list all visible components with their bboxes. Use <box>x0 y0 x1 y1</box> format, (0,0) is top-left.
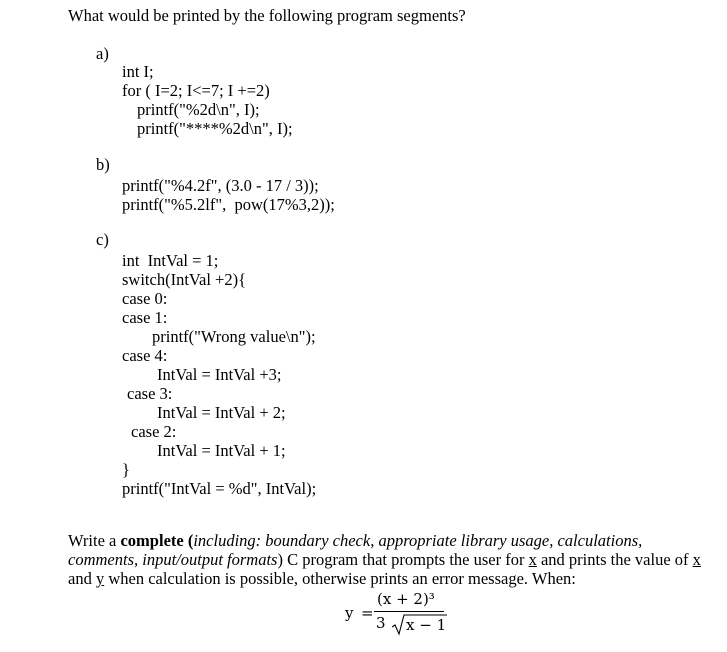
formula-denominator <box>376 614 386 632</box>
code-line: case 1: <box>122 308 168 327</box>
code-line: printf("Wrong value\n"); <box>152 327 316 346</box>
code-line: printf("****%2d\n", I); <box>137 119 293 138</box>
code-line: int IntVal = 1; <box>122 251 219 270</box>
radicand: x − 1 <box>406 616 447 634</box>
square-root-icon <box>392 612 447 638</box>
question-title: What would be printed by the following program segments? <box>68 6 466 25</box>
question-line-1: Write a complete (including: boundary check, appropriate library usage, calculations, <box>68 531 643 550</box>
part-b-label: b) <box>96 155 110 174</box>
formula-lhs: y <box>345 604 354 622</box>
code-line: printf("%4.2f", (3.0 - 17 / 3)); <box>122 176 319 195</box>
part-a-label: a) <box>96 44 109 63</box>
code-line: } <box>122 460 130 479</box>
code-line: for ( I=2; I<=7; I +=2) <box>122 81 270 100</box>
code-line: printf("%2d\n", I); <box>137 100 260 119</box>
part-c-label: c) <box>96 230 109 249</box>
formula-numerator: (x + 2)³ <box>377 590 435 608</box>
code-line: IntVal = IntVal + 1; <box>157 441 286 460</box>
code-line: case 2: <box>131 422 177 441</box>
code-line: switch(IntVal +2){ <box>122 270 246 289</box>
question-line-2: comments, input/output formats) C program that prompts the user for x and prints the value of x <box>68 550 701 569</box>
code-line: case 4: <box>122 346 168 365</box>
code-line: case 3: <box>127 384 173 403</box>
formula-equals: = <box>361 604 374 622</box>
code-line: printf("%5.2lf", pow(17%3,2)); <box>122 195 335 214</box>
formula <box>345 590 455 640</box>
code-line: printf("IntVal = %d", IntVal); <box>122 479 317 498</box>
code-line: IntVal = IntVal + 2; <box>157 403 286 422</box>
code-line: IntVal = IntVal +3; <box>157 365 282 384</box>
code-line: case 0: <box>122 289 168 308</box>
denominator-coefficient: 3 <box>376 614 386 632</box>
code-line: int I; <box>122 62 154 81</box>
question-line-3: and y when calculation is possible, otherwise prints an error message. When: <box>68 569 576 588</box>
